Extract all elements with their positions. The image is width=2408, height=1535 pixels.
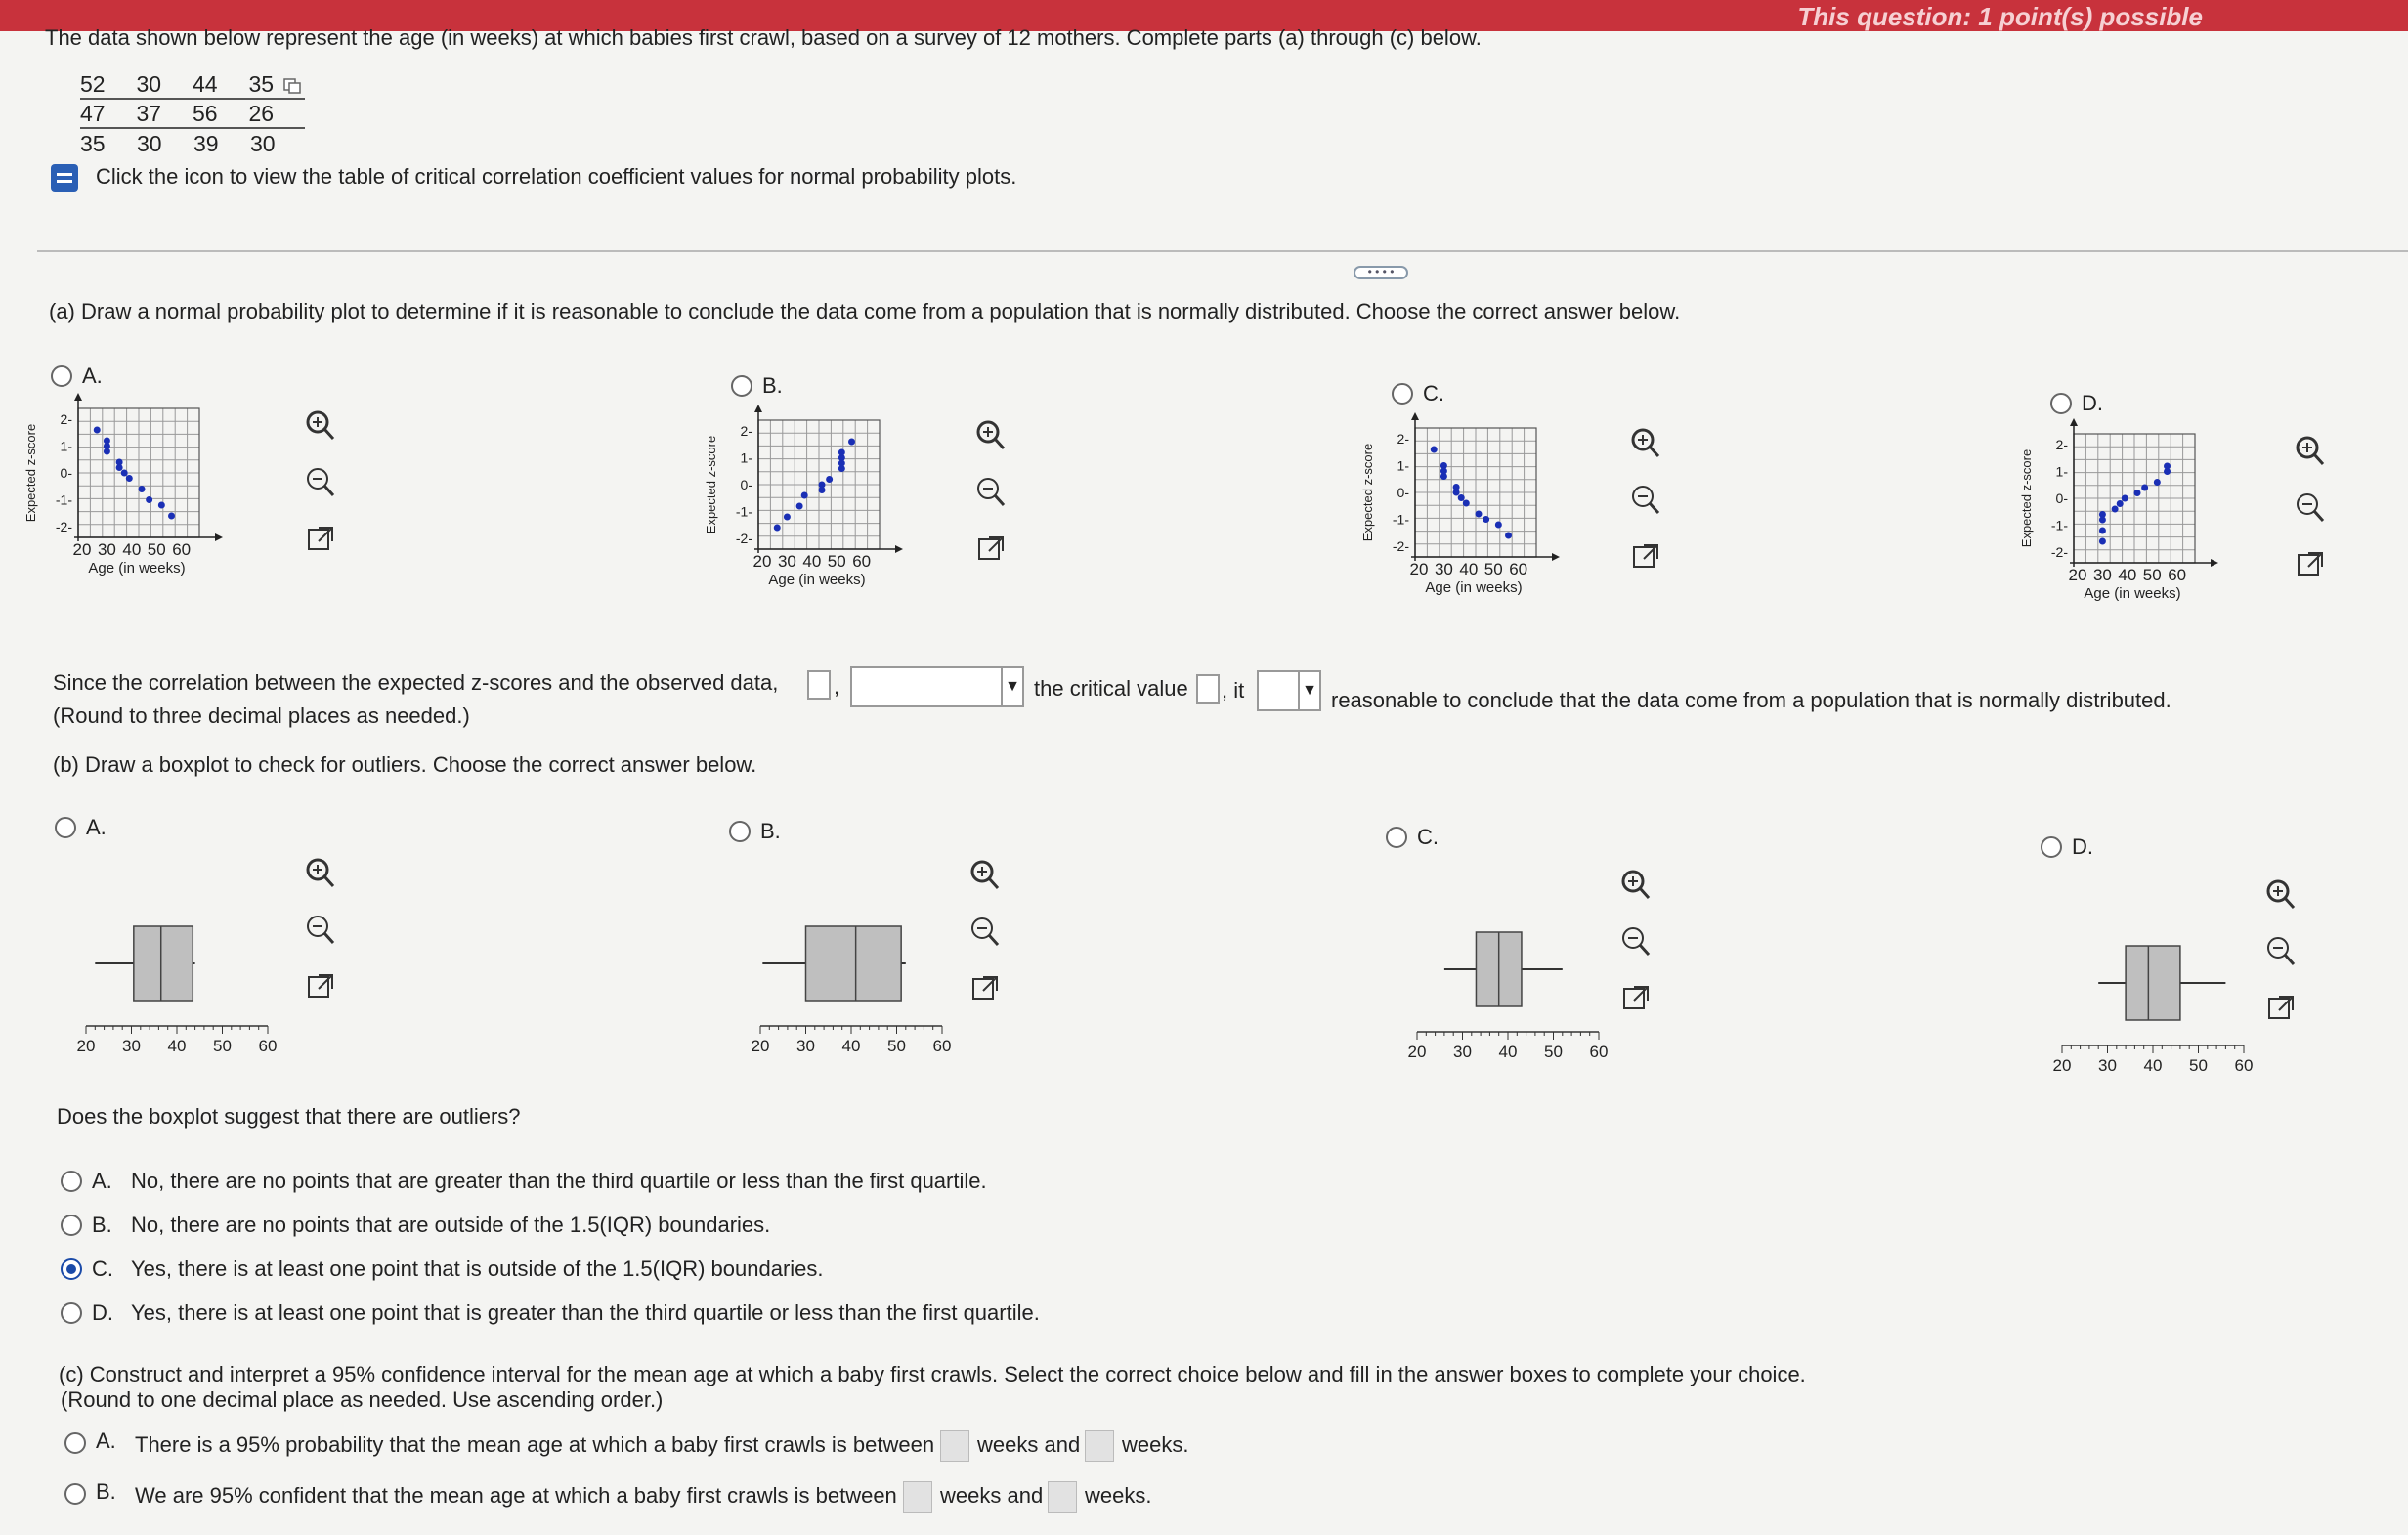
zoom-in-button[interactable]: [303, 408, 338, 444]
x-tick-label: 30: [796, 1037, 815, 1055]
option-radio[interactable]: [51, 365, 72, 387]
weeks-text: weeks.: [1122, 1432, 1189, 1457]
option-label: A.: [86, 815, 107, 839]
x-axis-arrow: [1552, 553, 1560, 561]
part-b-prompt: (b) Draw a boxplot to check for outliers. Choose the correct answer below.: [53, 752, 757, 777]
y-tick-label: 2-: [2055, 437, 2068, 452]
dropdown-arrow-icon: ▼: [1298, 672, 1319, 709]
zoom-in-button[interactable]: [303, 856, 338, 891]
data-point: [796, 503, 803, 510]
data-point: [2117, 500, 2124, 507]
data-cell: 44: [193, 70, 218, 97]
ci-lower-input[interactable]: [940, 1430, 969, 1462]
y-tick-label: 0-: [740, 477, 752, 492]
zoom-out-icon[interactable]: [303, 465, 338, 500]
data-point: [1476, 511, 1483, 518]
outlier-option-text: No, there are no points that are outside of the 1.5(IQR) boundaries.: [131, 1213, 771, 1237]
dropdown-arrow-icon: ▼: [1001, 668, 1022, 705]
round-note-c: (Round to one decimal place as needed. Use ascending order.): [61, 1387, 664, 1412]
popout-button[interactable]: [1618, 981, 1654, 1016]
boxplot-container[interactable]: [72, 889, 297, 1085]
popout-icon[interactable]: [2293, 547, 2328, 582]
popout-button[interactable]: [2263, 991, 2299, 1026]
data-point: [2122, 495, 2128, 502]
outlier-option-label: C.: [92, 1257, 113, 1281]
data-cell: 52: [80, 70, 106, 97]
zoom-out-icon[interactable]: [1618, 924, 1654, 959]
option-radio[interactable]: [1386, 827, 1407, 848]
option-radio[interactable]: [2041, 836, 2062, 858]
correlation-input[interactable]: [807, 670, 831, 700]
x-tick-label: 50: [2189, 1056, 2208, 1075]
conclusion-text: reasonable to conclude that the data come from a population that is normally distributed.: [1331, 688, 2172, 712]
zoom-out-button[interactable]: [303, 465, 338, 500]
y-tick-label: -1-: [1392, 511, 1409, 528]
y-axis-arrow: [1411, 412, 1419, 420]
correlation-sentence-start: Since the correlation between the expected z-scores and the observed data,: [53, 670, 779, 695]
outlier-question: Does the boxplot suggest that there are outliers?: [57, 1104, 521, 1129]
comparison-dropdown[interactable]: [850, 666, 1024, 707]
data-cell: 30: [250, 130, 276, 156]
x-tick-label: 60: [2168, 566, 2187, 584]
x-tick-label: 30: [97, 540, 116, 559]
x-axis-arrow: [215, 533, 223, 541]
zoom-out-icon[interactable]: [968, 915, 1003, 950]
x-tick-label: 40: [1498, 1043, 1518, 1061]
x-tick-label: 20: [752, 552, 772, 571]
data-point: [826, 476, 833, 483]
x-tick-label: 40: [2143, 1056, 2163, 1075]
zoom-out-button[interactable]: [968, 915, 1003, 950]
x-tick-label: 60: [172, 540, 192, 559]
data-point: [838, 449, 845, 456]
x-tick-label: 60: [852, 552, 872, 571]
y-tick-label: -2-: [1392, 538, 1409, 554]
y-tick-label: 0-: [2055, 490, 2068, 506]
y-tick-label: 2-: [1397, 431, 1409, 447]
box: [134, 926, 193, 1001]
y-tick-label: -1-: [55, 491, 72, 508]
zoom-out-icon[interactable]: [973, 475, 1009, 510]
option-label: D.: [2082, 391, 2103, 415]
zoom-out-icon[interactable]: [1628, 483, 1663, 518]
zoom-out-button[interactable]: [2263, 934, 2299, 969]
zoom-in-icon[interactable]: [303, 856, 338, 891]
data-point: [801, 492, 808, 499]
data-point: [139, 486, 146, 492]
x-tick-label: 50: [1544, 1043, 1563, 1061]
y-axis-arrow: [2070, 418, 2078, 426]
data-point: [2099, 528, 2106, 534]
zoom-in-icon[interactable]: [968, 858, 1003, 893]
x-axis-label: Age (in weeks): [768, 572, 866, 588]
data-table: [80, 70, 307, 158]
ci-option-radio[interactable]: [64, 1432, 86, 1454]
x-tick-label: 60: [1509, 560, 1528, 578]
data-row: [80, 129, 307, 158]
option-label: D.: [2072, 834, 2093, 859]
popout-icon[interactable]: [2263, 991, 2299, 1026]
x-tick-label: 40: [841, 1037, 861, 1055]
normal-probability-plot[interactable]: [680, 399, 924, 594]
popout-button[interactable]: [303, 522, 338, 557]
data-cell: 39: [194, 130, 219, 156]
more-button[interactable]: • • • •: [1354, 266, 1408, 279]
data-cell: 47: [80, 100, 106, 126]
x-tick-label: 40: [802, 552, 822, 571]
x-tick-label: 20: [751, 1037, 770, 1055]
data-point: [1495, 522, 1502, 529]
normal-probability-plot[interactable]: [1337, 406, 1581, 602]
data-point: [819, 482, 826, 489]
points-possible-text: This question: 1 point(s) possible: [1797, 2, 2203, 31]
critical-value-label: the critical value: [1034, 676, 1188, 701]
zoom-out-icon[interactable]: [2263, 934, 2299, 969]
problem-intro: The data shown below represent the age (in weeks) at which babies first crawl, based on a survey of 12 mothers. Complete parts (a) through (c) below.: [45, 25, 1482, 50]
icon-note: Click the icon to view the table of critical correlation coefficient values for normal probability plots.: [96, 164, 1017, 189]
x-tick-label: 50: [1484, 560, 1503, 578]
section-divider: [37, 250, 2408, 252]
zoom-in-icon[interactable]: [303, 408, 338, 444]
x-axis-label: Age (in weeks): [2084, 585, 2181, 602]
boxplot[interactable]: [747, 889, 971, 1085]
x-tick-label: 60: [1589, 1043, 1609, 1061]
weeks-text: weeks.: [1085, 1483, 1152, 1508]
option-radio[interactable]: [1392, 383, 1413, 405]
data-point: [158, 502, 165, 509]
data-point: [121, 470, 128, 477]
x-tick-label: 50: [213, 1037, 232, 1055]
part-a-prompt: (a) Draw a normal probability plot to determine if it is reasonable to conclude the data come from a population that is normally distributed. Choose the correct answer below.: [49, 299, 1681, 323]
x-tick-label: 50: [2142, 566, 2162, 584]
y-axis-label: Expected z-score: [704, 435, 718, 534]
x-tick-label: 50: [887, 1037, 906, 1055]
option-label: C.: [1417, 825, 1439, 849]
is-isnot-dropdown[interactable]: [1257, 670, 1321, 711]
ci-option-label: A.: [96, 1428, 116, 1453]
plot-container[interactable]: [1337, 406, 1581, 602]
y-tick-label: 2-: [60, 411, 72, 427]
x-tick-label: 50: [147, 540, 166, 559]
part-c-prompt: (c) Construct and interpret a 95% confidence interval for the mean age at which a baby first crawls. Select the correct choice below and fill in the answer boxes to complete your choice.: [59, 1362, 1806, 1386]
boxplot[interactable]: [72, 889, 297, 1085]
x-tick-label: 30: [122, 1037, 141, 1055]
popout-button[interactable]: [973, 532, 1009, 567]
zoom-out-button[interactable]: [973, 475, 1009, 510]
option-label: C.: [1423, 381, 1444, 405]
comma-text: ,: [834, 674, 840, 699]
data-point: [126, 475, 133, 482]
data-point: [784, 514, 791, 521]
y-tick-label: 1-: [1397, 457, 1409, 474]
data-point: [2134, 490, 2141, 496]
data-point: [774, 525, 781, 532]
option-label: A.: [82, 363, 103, 388]
zoom-in-button[interactable]: [968, 858, 1003, 893]
x-tick-label: 20: [1409, 560, 1429, 578]
x-axis-label: Age (in weeks): [88, 560, 186, 576]
y-tick-label: 1-: [2055, 463, 2068, 480]
data-row: [80, 100, 305, 129]
option-radio[interactable]: [729, 821, 751, 842]
x-tick-label: 20: [2052, 1056, 2072, 1075]
option-label: B.: [760, 819, 781, 843]
boxplot[interactable]: [2048, 909, 2273, 1104]
data-point: [2154, 479, 2161, 486]
data-point: [2112, 506, 2119, 513]
zoom-in-icon[interactable]: [2293, 434, 2328, 469]
data-point: [116, 464, 123, 471]
weeks-and-text: weeks and: [940, 1483, 1044, 1508]
zoom-out-button[interactable]: [2293, 490, 2328, 526]
zoom-in-icon[interactable]: [1618, 868, 1654, 903]
popout-button[interactable]: [1628, 539, 1663, 575]
ci-upper-input[interactable]: [1085, 1430, 1114, 1462]
y-axis-label: Expected z-score: [2019, 448, 2034, 548]
option-radio[interactable]: [55, 817, 76, 838]
box: [806, 926, 902, 1001]
y-axis-label: Expected z-score: [1360, 443, 1375, 542]
data-point: [94, 427, 101, 434]
x-tick-label: 20: [72, 540, 92, 559]
data-cell: 26: [248, 100, 275, 126]
zoom-out-icon[interactable]: [2293, 490, 2328, 526]
zoom-in-button[interactable]: [2293, 434, 2328, 469]
y-axis-label: Expected z-score: [23, 423, 38, 523]
ci-option-label: B.: [96, 1479, 116, 1504]
popout-button[interactable]: [303, 969, 338, 1004]
popout-icon[interactable]: [973, 532, 1009, 567]
boxplot-container[interactable]: [747, 889, 971, 1085]
x-tick-label: 40: [1459, 560, 1479, 578]
normal-probability-plot[interactable]: [0, 387, 244, 582]
outlier-option-label: D.: [92, 1300, 113, 1325]
data-cell: 35: [80, 130, 106, 156]
boxplot-container[interactable]: [2048, 909, 2273, 1104]
plot-container[interactable]: [1996, 412, 2240, 608]
ci-option-radio[interactable]: [64, 1483, 86, 1505]
y-tick-label: 0-: [60, 465, 72, 481]
option-label: B.: [762, 373, 783, 398]
data-point: [1505, 533, 1512, 539]
boxplot-container[interactable]: [1403, 895, 1628, 1090]
y-tick-label: 2-: [740, 423, 752, 439]
x-tick-label: 60: [258, 1037, 278, 1055]
y-tick-label: -2-: [55, 519, 72, 534]
popout-button[interactable]: [2293, 547, 2328, 582]
x-tick-label: 40: [167, 1037, 187, 1055]
x-tick-label: 40: [122, 540, 142, 559]
boxplot[interactable]: [1403, 895, 1628, 1090]
box: [2126, 946, 2180, 1020]
y-tick-label: -1-: [735, 503, 752, 520]
data-point: [1463, 500, 1470, 507]
outlier-option-radio[interactable]: [61, 1171, 82, 1192]
info-table-icon[interactable]: [51, 164, 78, 192]
data-row: [80, 70, 305, 100]
x-tick-label: 60: [932, 1037, 952, 1055]
data-point: [1483, 516, 1489, 523]
critical-value-input[interactable]: [1196, 674, 1220, 704]
popout-icon[interactable]: [1618, 981, 1654, 1016]
popout-icon[interactable]: [968, 971, 1003, 1006]
x-tick-label: 20: [2068, 566, 2087, 584]
outlier-option-radio[interactable]: [61, 1258, 82, 1280]
ci-option-text: We are 95% confident that the mean age at which a baby first crawls is between: [135, 1483, 897, 1508]
ci-lower-input[interactable]: [903, 1481, 932, 1513]
x-tick-label: 30: [2098, 1056, 2117, 1075]
outlier-option-label: A.: [92, 1169, 112, 1193]
outlier-option-text: No, there are no points that are greater than the third quartile or less than the first quartile.: [131, 1169, 987, 1193]
x-tick-label: 30: [1434, 560, 1453, 578]
data-point: [146, 496, 152, 503]
data-point: [848, 439, 855, 446]
x-axis-arrow: [2211, 559, 2218, 567]
y-tick-label: -1-: [2050, 517, 2068, 533]
normal-probability-plot[interactable]: [1996, 412, 2240, 608]
x-axis-arrow: [895, 545, 903, 553]
outlier-option-radio[interactable]: [61, 1215, 82, 1236]
zoom-in-icon[interactable]: [973, 418, 1009, 453]
x-tick-label: 20: [1407, 1043, 1427, 1061]
it-label: , it: [1222, 678, 1245, 703]
popout-icon[interactable]: [303, 969, 338, 1004]
ci-option-text: There is a 95% probability that the mean age at which a baby first crawls is between: [135, 1432, 935, 1457]
data-cell: 56: [193, 100, 218, 126]
zoom-in-button[interactable]: [1618, 868, 1654, 903]
zoom-out-icon[interactable]: [303, 913, 338, 948]
data-point: [1431, 447, 1438, 453]
weeks-and-text: weeks and: [977, 1432, 1081, 1457]
data-cell: 35: [248, 70, 275, 97]
option-radio[interactable]: [731, 375, 752, 397]
y-axis-arrow: [754, 405, 762, 412]
zoom-in-button[interactable]: [973, 418, 1009, 453]
y-tick-label: 1-: [740, 449, 752, 466]
outlier-option-text: Yes, there is at least one point that is outside of the 1.5(IQR) boundaries.: [131, 1257, 824, 1281]
data-point: [2099, 538, 2106, 545]
y-tick-label: 1-: [60, 438, 72, 454]
outlier-option-radio[interactable]: [61, 1302, 82, 1324]
ci-upper-input[interactable]: [1048, 1481, 1077, 1513]
x-tick-label: 30: [1453, 1043, 1472, 1061]
data-cell: 30: [137, 130, 162, 156]
option-radio[interactable]: [2050, 393, 2072, 414]
data-cell: 37: [136, 100, 162, 126]
x-tick-label: 30: [777, 552, 796, 571]
popout-icon[interactable]: [303, 522, 338, 557]
data-point: [1458, 494, 1465, 501]
y-tick-label: 0-: [1397, 485, 1409, 500]
data-point: [168, 513, 175, 520]
data-point: [2141, 485, 2148, 491]
y-axis-arrow: [74, 393, 82, 401]
x-tick-label: 60: [2234, 1056, 2254, 1075]
x-tick-label: 30: [2092, 566, 2112, 584]
y-tick-label: -2-: [2050, 544, 2068, 560]
plot-container[interactable]: [680, 399, 924, 594]
outlier-option-text: Yes, there is at least one point that is greater than the third quartile or less than the first quartile.: [131, 1300, 1040, 1325]
zoom-in-button[interactable]: [2263, 877, 2299, 913]
x-tick-label: 20: [76, 1037, 96, 1055]
data-point: [104, 448, 110, 455]
zoom-in-icon[interactable]: [1628, 426, 1663, 461]
plot-container[interactable]: [0, 387, 244, 582]
data-point: [1440, 473, 1447, 480]
zoom-in-icon[interactable]: [2263, 877, 2299, 913]
data-cell: 30: [136, 70, 162, 97]
zoom-in-button[interactable]: [1628, 426, 1663, 461]
popout-icon[interactable]: [1628, 539, 1663, 575]
data-point: [1453, 490, 1460, 496]
outlier-option-label: B.: [92, 1213, 112, 1237]
data-point: [2164, 463, 2171, 470]
zoom-out-button[interactable]: [1618, 924, 1654, 959]
x-axis-label: Age (in weeks): [1425, 579, 1523, 596]
round-note-a: (Round to three decimal places as needed.): [53, 704, 470, 728]
y-tick-label: -2-: [735, 531, 752, 546]
popout-button[interactable]: [968, 971, 1003, 1006]
zoom-out-button[interactable]: [303, 913, 338, 948]
copy-data-icon[interactable]: [283, 78, 301, 94]
zoom-out-button[interactable]: [1628, 483, 1663, 518]
x-tick-label: 40: [2118, 566, 2137, 584]
x-tick-label: 50: [827, 552, 846, 571]
data-point: [2099, 511, 2106, 518]
